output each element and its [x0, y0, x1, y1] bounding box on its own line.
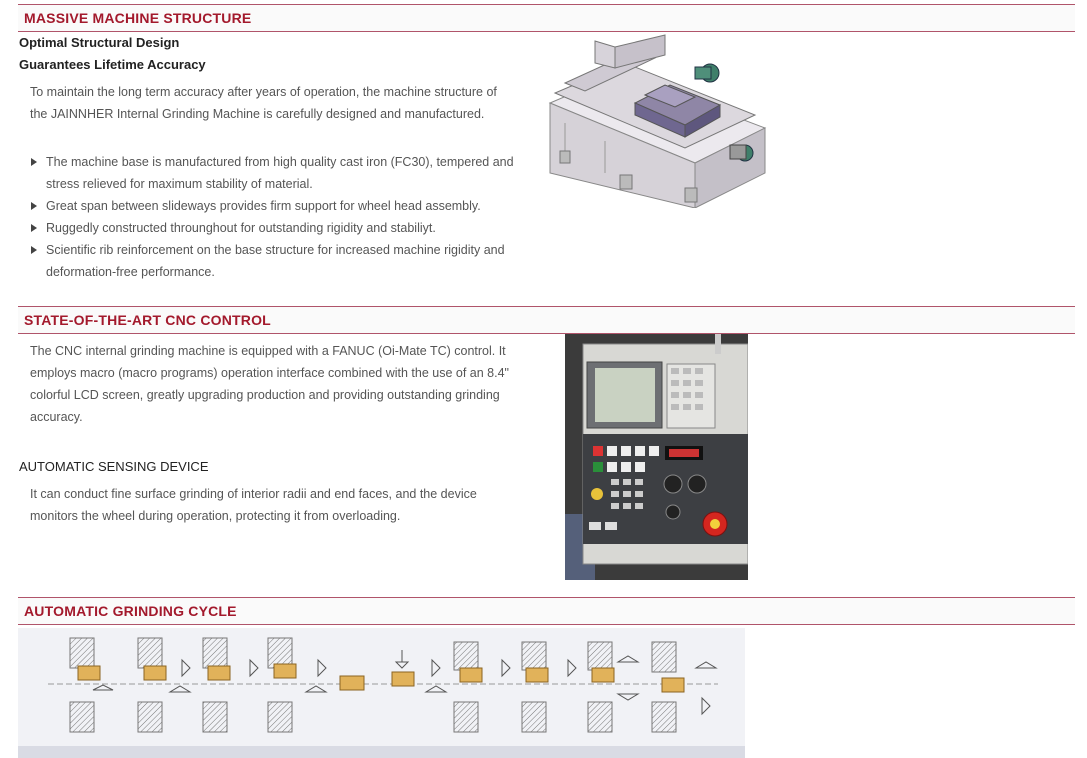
cnc-control-panel-image [565, 334, 748, 580]
grinding-cycle-diagram [18, 628, 745, 758]
arrow-right-icon [31, 202, 37, 210]
section-title: AUTOMATIC GRINDING CYCLE [24, 603, 237, 619]
machine-structure-image [545, 33, 770, 208]
arrow-right-icon [31, 158, 37, 166]
section-header-cnc-control [18, 306, 1075, 334]
list-item: The machine base is manufactured from high quality cast iron (FC30), tempered and stress relieved for maximum stability of material. [30, 151, 514, 195]
cnc-paragraph: The CNC internal grinding machine is equipped with a FANUC (Oi-Mate TC) control. It employs macro (macro programs) operation interface combined with the use of an 8.4" colorful LCD screen, greatly upgrading production and providing outstanding grinding accuracy. [30, 344, 509, 424]
subheading-design: Optimal Structural Design [19, 35, 180, 50]
section-header-grinding-cycle [18, 597, 1075, 625]
subheading-accuracy: Guarantees Lifetime Accuracy [19, 57, 206, 72]
section-title: MASSIVE MACHINE STRUCTURE [24, 10, 252, 26]
list-item: Great span between slideways provides firm support for wheel head assembly. [30, 195, 514, 217]
list-item: Scientific rib reinforcement on the base structure for increased machine rigidity and deformation-free performance. [30, 239, 514, 283]
section-title: STATE-OF-THE-ART CNC CONTROL [24, 312, 271, 328]
subheading-sensing-device: AUTOMATIC SENSING DEVICE [19, 459, 209, 474]
intro-paragraph: To maintain the long term accuracy after years of operation, the machine structure of the JAINNHER Internal Grinding Machine is carefully designed and manufactured. [30, 85, 497, 121]
arrow-right-icon [31, 224, 37, 232]
arrow-right-icon [31, 246, 37, 254]
sensing-paragraph: It can conduct fine surface grinding of interior radii and end faces, and the device monitors the wheel during operation, protecting it from overloading. [30, 487, 477, 523]
section-header-massive-structure [18, 4, 1075, 32]
list-item: Ruggedly constructed throunghout for outstanding rigidity and stabiliyt. [30, 217, 514, 239]
feature-list [30, 151, 514, 283]
